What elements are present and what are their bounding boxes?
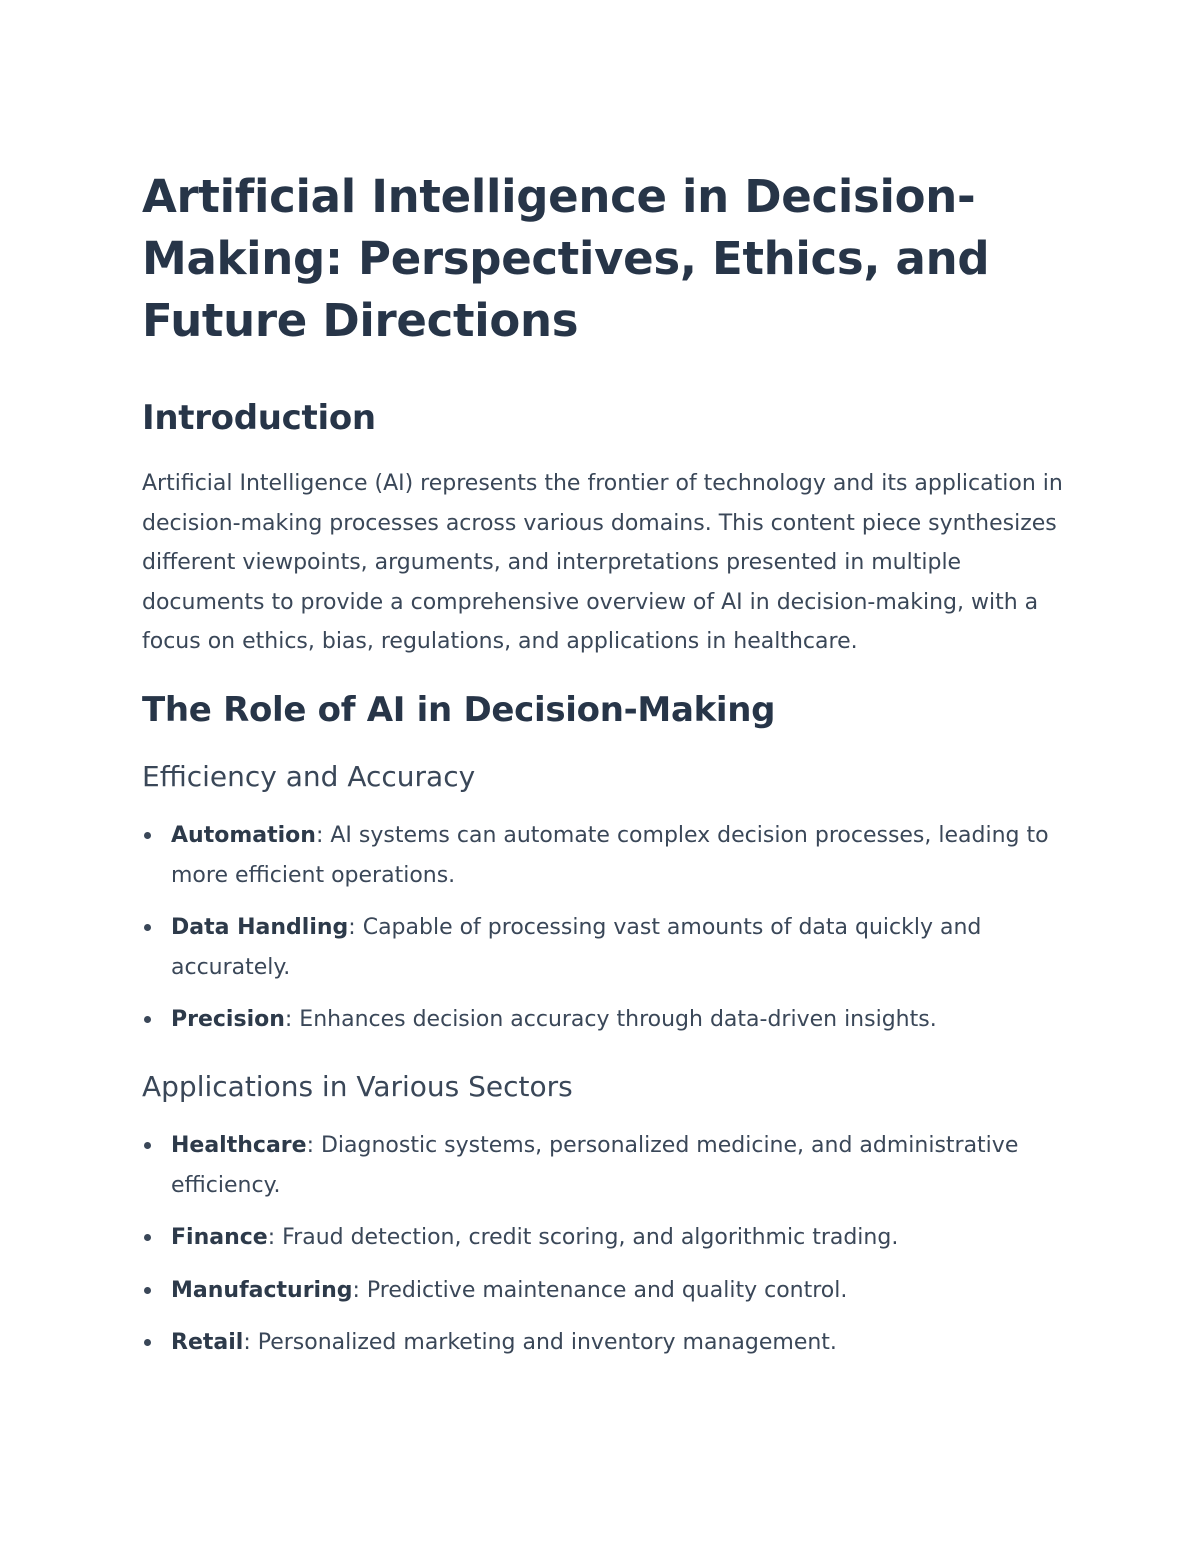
role-section-heading: The Role of AI in Decision-Making [142,689,776,730]
list-item [142,816,1072,895]
list-item-text: : Enhances decision accuracy through data-driven insights. [284,1007,937,1033]
bullet-icon [144,1234,151,1241]
applications-list [142,1126,1072,1363]
list-item [142,1323,1072,1363]
list-item-text: : AI systems can automate complex decision processes, leading to more efficient operations. [171,822,1049,888]
applications-heading: Applications in Various Sectors [142,1069,573,1103]
document-page [142,166,1072,1363]
introduction-heading: Introduction [142,398,376,438]
list-item-text: : Predictive maintenance and quality control. [352,1277,848,1303]
efficiency-list [142,816,1072,1040]
list-item [142,1218,1072,1258]
efficiency-heading: Efficiency and Accuracy [142,759,476,793]
list-item [142,1126,1072,1205]
list-item-term: Manufacturing [171,1277,353,1303]
bullet-icon [144,832,151,839]
introduction-body: Artificial Intelligence (AI) represents the frontier of technology and its application in decision-making processes across various domains. This content piece synthesizes different viewpoints, arguments, and interpretations presented in multiple documents to provide a comprehensive overview of AI in decision-making, with a focus on ethics, bias, regulations, and applications in healthcare. [142,471,1063,655]
list-item-text: : Capable of processing vast amounts of data quickly and accurately. [171,915,982,980]
list-item [142,908,1072,987]
list-item-text: : Diagnostic systems, personalized medicine, and administrative efficiency. [171,1132,1019,1198]
list-item-text: : Fraud detection, credit scoring, and algorithmic trading. [267,1225,899,1251]
list-item-term: Automation [171,822,316,848]
bullet-icon [144,1016,151,1023]
document-title: Artificial Intelligence in Decision-Making: Perspectives, Ethics, and Future Directions [142,170,990,347]
list-item-term: Healthcare [171,1132,307,1158]
bullet-icon [144,924,151,931]
list-item [142,1271,1072,1311]
bullet-icon [144,1142,151,1149]
list-item-text: : Personalized marketing and inventory management. [243,1330,837,1356]
bullet-icon [144,1339,151,1346]
list-item-term: Data Handling [171,915,349,941]
list-item-term: Retail [171,1330,244,1356]
bullet-icon [144,1287,151,1294]
list-item [142,1000,1072,1040]
list-item-term: Finance [171,1225,268,1251]
list-item-term: Precision [171,1007,285,1033]
